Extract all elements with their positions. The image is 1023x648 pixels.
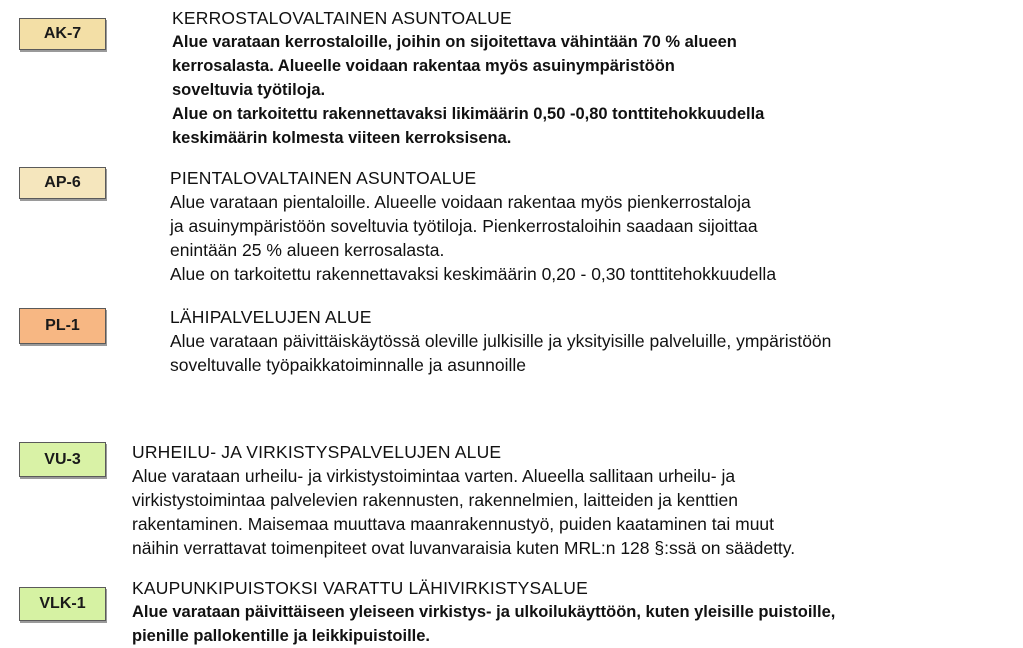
zone-badge-vu-3: VU-3 <box>19 442 106 477</box>
zone-title-vlk-1: KAUPUNKIPUISTOKSI VARATTU LÄHIVIRKISTYSALUE <box>132 578 588 598</box>
zone-desc-line: Alue varataan kerrostaloille, joihin on sijoitettava vähintään 70 % alueen <box>172 33 737 51</box>
zone-desc-line: soveltuvalle työpaikkatoiminnalle ja asunnoille <box>170 355 527 375</box>
zone-entry-ak-7 <box>172 6 764 150</box>
zone-desc-line: Alue on tarkoitettu rakennettavaksi keskimäärin 0,20 - 0,30 tonttitehokkuudella <box>170 264 777 284</box>
zone-desc-line: Alue varataan päivittäiskäytössä oleville julkisille ja yksityisille palveluille, ympäristöön <box>170 331 832 351</box>
zone-desc-line: virkistystoimintaa palvelevien rakennusten, rakennelmien, laitteiden ja kenttien <box>132 490 739 510</box>
zone-title-ak-7: KERROSTALOVALTAINEN ASUNTOALUE <box>172 8 512 28</box>
zone-desc-line: rakentaminen. Maisemaa muuttava maanrakennustyö, puiden kaataminen tai muut <box>132 514 775 534</box>
zone-entry-ap-6 <box>170 166 776 286</box>
zone-desc-line: kerrosalasta. Alueelle voidaan rakentaa myös asuinympäristöön <box>172 57 675 75</box>
zone-badge-vlk-1: VLK-1 <box>19 587 106 621</box>
zone-desc-line: Alue varataan pientaloille. Alueelle voidaan rakentaa myös pienkerrostaloja <box>170 192 751 212</box>
zone-badge-ak-7: AK-7 <box>19 18 106 50</box>
zone-entry-vu-3 <box>132 440 795 560</box>
zone-desc-line: Alue on tarkoitettu rakennettavaksi likimäärin 0,50 -0,80 tonttitehokkuudella <box>172 105 765 123</box>
zone-title-ap-6: PIENTALOVALTAINEN ASUNTOALUE <box>170 168 477 188</box>
zone-desc-line: enintään 25 % alueen kerrosalasta. <box>170 240 445 260</box>
zone-desc-line: soveltuvia työtiloja. <box>172 81 326 99</box>
zone-title-pl-1: LÄHIPALVELUJEN ALUE <box>170 307 372 327</box>
zone-badge-pl-1: PL-1 <box>19 308 106 344</box>
zone-entry-pl-1 <box>170 305 831 377</box>
zone-entry-vlk-1 <box>132 576 835 648</box>
zone-title-vu-3: URHEILU- JA VIRKISTYSPALVELUJEN ALUE <box>132 442 502 462</box>
zone-desc-line: pienille pallokentille ja leikkipuistoille. <box>132 627 431 645</box>
zone-desc-line: keskimäärin kolmesta viiteen kerroksisena. <box>172 129 512 147</box>
zone-desc-line: Alue varataan urheilu- ja virkistystoimintaa varten. Alueella sallitaan urheilu- ja <box>132 466 736 486</box>
zone-desc-line: Alue varataan päivittäiseen yleiseen virkistys- ja ulkoilukäyttöön, kuten yleisille puistoille, <box>132 603 836 621</box>
zone-badge-ap-6: AP-6 <box>19 167 106 199</box>
zone-desc-line: näihin verrattavat toimenpiteet ovat luvanvaraisia kuten MRL:n 128 §:ssä on säädetty. <box>132 538 796 558</box>
zone-desc-line: ja asuinympäristöön soveltuvia työtiloja. Pienkerrostaloihin saadaan sijoittaa <box>170 216 758 236</box>
